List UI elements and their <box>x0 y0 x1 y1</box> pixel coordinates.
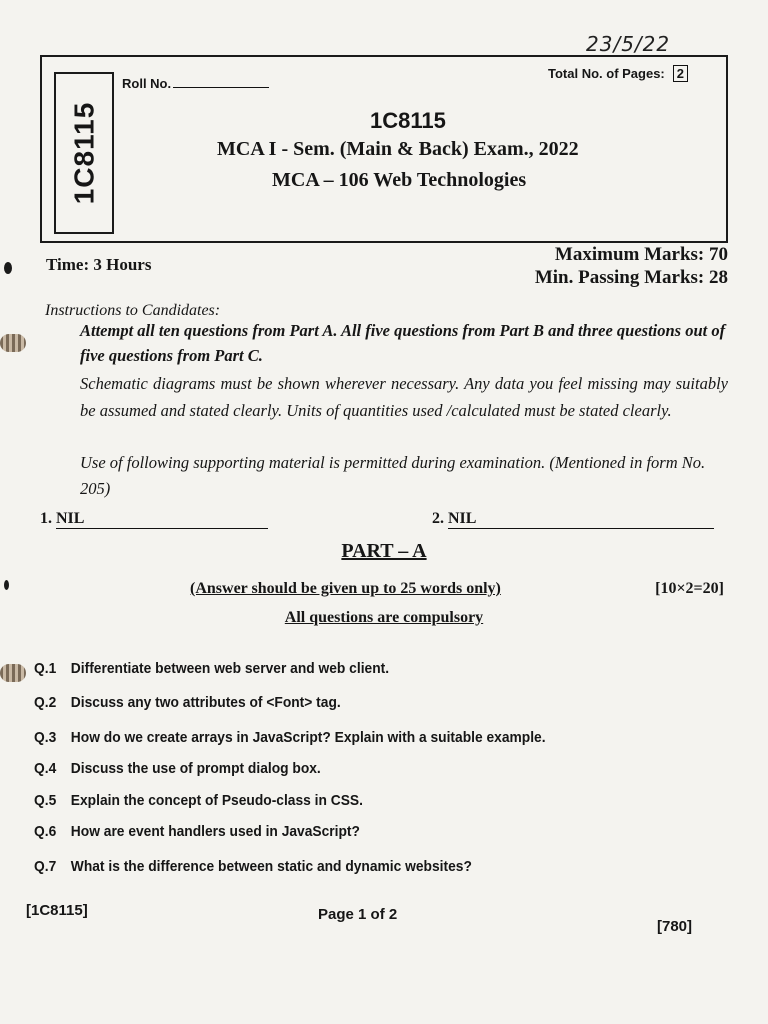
question-text: Discuss the use of prompt dialog box. <box>70 760 321 777</box>
min-passing-marks: Min. Passing Marks: 28 <box>534 267 728 288</box>
question-number: Q.4 <box>34 760 57 777</box>
question-item <box>34 760 321 777</box>
question-text: Explain the concept of Pseudo-class in CSS. <box>70 792 363 809</box>
material-value: NIL <box>448 510 714 529</box>
maximum-marks: Maximum Marks: 70 <box>554 244 728 265</box>
page-indicator: Page 1 of 2 <box>318 906 398 923</box>
total-pages-value: 2 <box>673 65 688 82</box>
punch-hole <box>4 580 9 590</box>
question-number: Q.1 <box>34 660 57 677</box>
question-text: How do we create arrays in JavaScript? Explain with a suitable example. <box>70 729 546 746</box>
question-text: Differentiate between web server and web client. <box>70 660 390 677</box>
question-text: Discuss any two attributes of <Font> tag. <box>70 694 341 711</box>
subject-title: MCA – 106 Web Technologies <box>272 169 527 191</box>
material-item <box>432 510 714 529</box>
instruction-material: Use of following supporting material is permitted during examination. (Mentioned in form No. 205) <box>80 453 706 498</box>
question-item <box>34 660 389 677</box>
instruction-attempt: Attempt all ten questions from Part A. All five questions from Part B and three questions out of five questions from Part C. <box>80 321 726 365</box>
binder-ring <box>0 664 26 682</box>
roll-number-label: Roll No. <box>122 76 172 91</box>
exam-title: MCA I - Sem. (Main & Back) Exam., 2022 <box>217 138 579 160</box>
part-a-title: PART – A <box>341 540 427 562</box>
material-value: NIL <box>56 510 268 529</box>
question-item <box>34 694 341 711</box>
part-a-marks: [10×2=20] <box>655 580 724 597</box>
question-item <box>34 823 360 840</box>
paper-code: 1C8115 <box>370 108 446 133</box>
question-number: Q.2 <box>34 694 57 711</box>
binder-ring <box>0 334 26 352</box>
question-item <box>34 792 363 809</box>
question-number: Q.5 <box>34 792 57 809</box>
compulsory-text: All questions are compulsory <box>284 609 484 626</box>
exam-time: Time: 3 Hours <box>46 255 152 274</box>
roll-number-blank <box>173 87 269 88</box>
compulsory-note <box>0 609 768 627</box>
total-pages <box>548 65 688 82</box>
handwritten-date: 23/5/22 <box>586 32 671 56</box>
material-item <box>40 510 268 529</box>
question-number: Q.3 <box>34 729 57 746</box>
total-pages-label: Total No. of Pages: <box>548 66 665 81</box>
material-number: 1. <box>40 510 52 527</box>
question-text: What is the difference between static and dynamic websites? <box>70 858 472 875</box>
footer-number: [780] <box>657 918 693 935</box>
instructions-heading: Instructions to Candidates: <box>45 302 221 319</box>
question-number: Q.6 <box>34 823 57 840</box>
punch-hole <box>4 262 12 274</box>
question-text: How are event handlers used in JavaScript? <box>70 823 360 840</box>
part-a-heading <box>0 540 768 563</box>
paper-code-box <box>54 72 114 234</box>
question-number: Q.7 <box>34 858 57 875</box>
paper-code-vertical: 1C8115 <box>68 101 100 205</box>
footer-paper-code: [1C8115] <box>26 902 88 919</box>
question-item <box>34 858 472 875</box>
material-number: 2. <box>432 510 444 527</box>
roll-number-field <box>122 76 269 91</box>
instruction-diagrams: Schematic diagrams must be shown wherever necessary. Any data you feel missing may suitably be assumed and stated clearly. Units of quantities used /calculated must be stated clearly. <box>80 374 728 420</box>
question-item <box>34 729 546 746</box>
answer-length-note: (Answer should be given up to 25 words only) <box>190 580 501 597</box>
